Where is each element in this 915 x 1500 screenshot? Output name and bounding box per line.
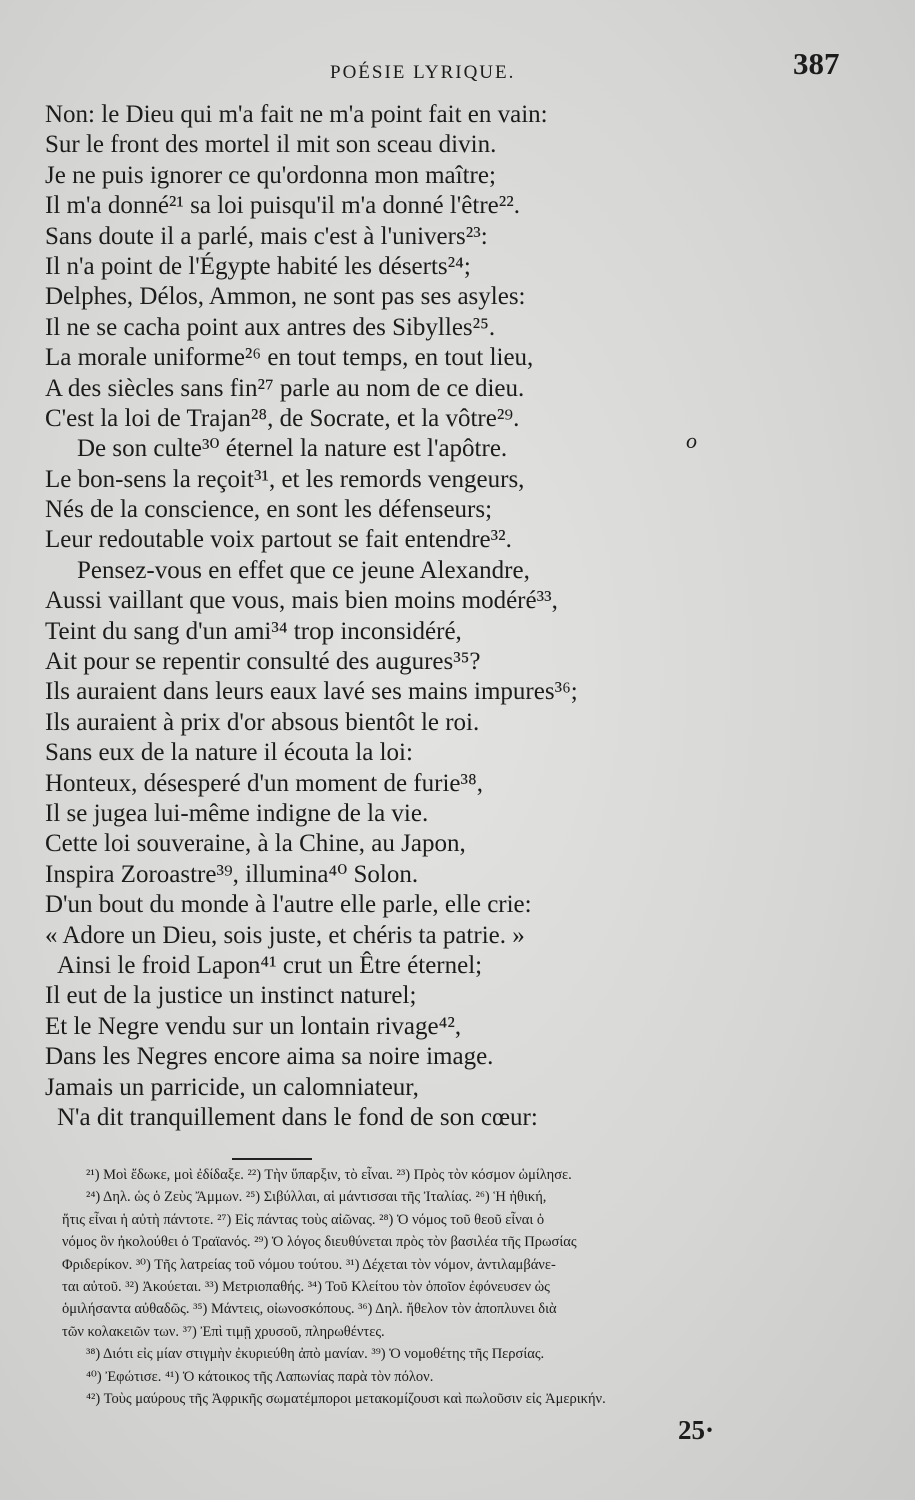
footnote-line: ται αὐτοῦ. ³²) Ἀκούεται. ³³) Μετριοπαθής. ³⁴) Τοῦ Κλείτου τὸν ὁποῖον ἐφόνευσεν ὡς [62, 1279, 550, 1296]
verse-line: Il m'a donné²¹ sa loi puisqu'il m'a donné l'être²². [45, 192, 520, 220]
verse-line: Leur redoutable voix partout se fait entendre³². [45, 526, 512, 554]
verse-line: Delphes, Délos, Ammon, ne sont pas ses asyles: [45, 283, 526, 311]
verse-line: Cette loi souveraine, à la Chine, au Japon, [45, 830, 466, 858]
verse-line: A des siècles sans fin²⁷ parle au nom de ce dieu. [45, 374, 525, 402]
verse-line: Teint du sang d'un ami³⁴ trop inconsidéré, [45, 617, 462, 645]
signature-mark: 25· [678, 1415, 715, 1445]
verse-line: La morale uniforme²⁶ en tout temps, en tout lieu, [45, 344, 534, 372]
running-title: POÉSIE LYRIQUE. [330, 62, 516, 83]
verse-line: Jamais un parricide, un calomniateur, [45, 1073, 419, 1101]
verse-line: Inspira Zoroastre³⁹, illumina⁴⁰ Solon. [45, 860, 419, 888]
footnote-line: ²¹) Μοὶ ἔδωκε, μοὶ ἐδίδαξε. ²²) Τὴν ὕπαρξιν, τὸ εἶναι. ²³) Πρὸς τὸν κόσμον ὡμίλησε. [86, 1167, 572, 1183]
verse-line: Dans les Negres encore aima sa noire image. [45, 1043, 494, 1071]
marginal-mark: o [686, 428, 697, 453]
footnote-line: ³⁸) Διότι εἰς μίαν στιγμὴν ἐκυριεύθη ἀπὸ μανίαν. ³⁹) Ὁ νομοθέτης τῆς Περσίας. [86, 1346, 545, 1363]
verse-line: Le bon-sens la reçoit³¹, et les remords vengeurs, [45, 465, 525, 493]
footnote-line: ²⁴) Δηλ. ὡς ὁ Ζεὺς Ἄμμων. ²⁵) Σιβύλλαι, αἱ μάντισσαι τῆς Ἰταλίας. ²⁶) Ἡ ἠθική, [86, 1189, 547, 1206]
verse-line: Honteux, désesperé d'un moment de furie³⁸, [45, 769, 483, 797]
footnote-line: νόμος ὃν ἠκολούθει ὁ Τραϊανός. ²⁹) Ὁ λόγος διευθύνεται πρὸς τὸν βασιλέα τῆς Πρωσίας [62, 1234, 577, 1251]
verse-line: Ils auraient à prix d'or absous bientôt le roi. [45, 708, 480, 736]
page-number: 387 [793, 46, 840, 81]
verse-line: N'a dit tranquillement dans le fond de son cœur: [57, 1103, 538, 1131]
verse-line: C'est la loi de Trajan²⁸, de Socrate, et la vôtre²⁹. [45, 404, 520, 432]
footnotes [62, 1158, 822, 1410]
verse-line: Ils auraient dans leurs eaux lavé ses mains impures³⁶; [45, 678, 578, 706]
verse-line: Aussi vaillant que vous, mais bien moins modéré³³, [45, 587, 558, 615]
verse-line: Il ne se cacha point aux antres des Sibylles²⁵. [45, 313, 496, 341]
verse-line: Sans eux de la nature il écouta la loi: [45, 739, 413, 767]
verse-line: D'un bout du monde à l'autre elle parle, elle crie: [45, 891, 532, 919]
footnote-line: Φριδερίκον. ³⁰) Τῆς λατρείας τοῦ νόμου τούτου. ³¹) Δέχεται τὸν νόμον, ἀντιλαμβάνε- [62, 1256, 556, 1273]
verse-line: Sur le front des mortel il mit son sceau divin. [45, 131, 497, 159]
verse-line: Il n'a point de l'Égypte habité les déserts²⁴; [45, 252, 471, 280]
verse-line: Il eut de la justice un instinct naturel; [45, 982, 417, 1010]
footnote-line: τῶν κολακειῶν των. ³⁷) Ἐπὶ τιμῇ χρυσοῦ, πληρωθέντες. [62, 1323, 385, 1340]
footnote-line: ὁμιλήσαντα αὐθαδῶς. ³⁵) Μάντεις, οἰωνοσκόπους. ³⁶) Δηλ. ἤθελον τὸν ἀποπλυνει διὰ [62, 1301, 557, 1318]
verse-line: Et le Negre vendu sur un lontain rivage⁴², [45, 1012, 462, 1040]
verse-line: Ait pour se repentir consulté des augures³⁵? [45, 648, 481, 676]
footnote-line: ⁴⁰) Ἐφώτισε. ⁴¹) Ὁ κάτοικος τῆς Λαπωνίας παρὰ τὸν πόλον. [86, 1368, 434, 1385]
poem-text [45, 100, 645, 1133]
footnote-line: ⁴²) Τοὺς μαύρους τῆς Ἀφρικῆς σωματέμποροι μετακομίζουσι καὶ πωλοῦσιν εἰς Ἀμερικήν. [86, 1391, 606, 1408]
verse-line: Je ne puis ignorer ce qu'ordonna mon maître; [45, 161, 496, 189]
verse-line: Il se jugea lui-même indigne de la vie. [45, 799, 429, 827]
verse-line: Nés de la conscience, en sont les défenseurs; [45, 496, 493, 524]
footnote-line: ἥτις εἶναι ἡ αὐτὴ πάντοτε. ²⁷) Εἰς πάντας τοὺς αἰῶνας. ²⁸) Ὁ νόμος τοῦ θεοῦ εἶναι ὁ [62, 1211, 545, 1228]
verse-line: Pensez-vous en effet que ce jeune Alexandre, [77, 556, 530, 584]
verse-line: Non: le Dieu qui m'a fait ne m'a point fait en vain: [45, 101, 548, 128]
verse-line: Sans doute il a parlé, mais c'est à l'univers²³: [45, 222, 488, 250]
verse-line: « Adore un Dieu, sois juste, et chéris ta patrie. » [45, 921, 525, 949]
verse-line: De son culte³⁰ éternel la nature est l'apôtre. [77, 435, 508, 463]
verse-line: Ainsi le froid Lapon⁴¹ crut un Être éternel; [57, 951, 483, 979]
